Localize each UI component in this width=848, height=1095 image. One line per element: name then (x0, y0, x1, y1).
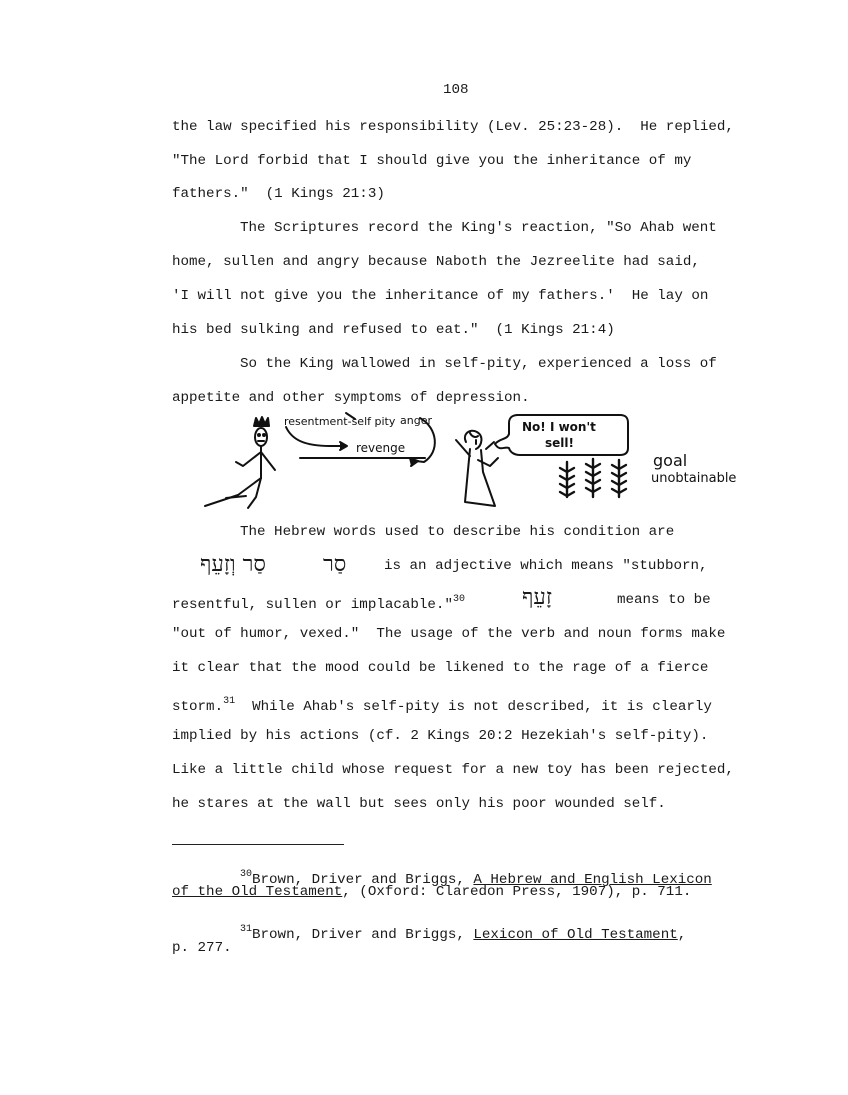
footnote-31-cont: p. 277. (172, 940, 232, 956)
arrow-revenge (286, 427, 345, 446)
text-line: implied by his actions (cf. 2 Kings 20:2 Hezekiah's self-pity). (172, 728, 709, 744)
text-line: "out of humor, vexed." The usage of the verb and noun forms make (172, 626, 726, 642)
label-goal: goal (653, 451, 688, 470)
label-resentment: resentment-self pity (284, 415, 396, 428)
text-line: appetite and other symptoms of depression. (172, 390, 530, 406)
text-line: The Scriptures record the King's reaction, "So Ahab went (240, 220, 717, 236)
grain-icon (560, 459, 626, 497)
text-line: home, sullen and angry because Naboth the Jezreelite had said, (172, 254, 700, 270)
text-line: So the King wallowed in self-pity, experienced a loss of (240, 356, 717, 372)
hebrew-word: סַר (323, 552, 347, 577)
footnote-text: Brown, Driver and Briggs, (252, 927, 474, 943)
text-line: means to be (617, 592, 711, 608)
naboth-figure (456, 431, 498, 506)
text-line: 'I will not give you the inheritance of my fathers.' He lay on (172, 288, 709, 304)
text-line (172, 693, 712, 716)
footnote-ref-31: 31 (223, 696, 236, 707)
page-number: 108 (443, 82, 469, 98)
footnote-ref-30: 30 (452, 594, 465, 605)
text-line: The Hebrew words used to describe his condition are (240, 524, 675, 540)
text-line: Like a little child whose request for a new toy has been rejected, (172, 762, 734, 778)
text-segment: resentful, sullen or implacable." (172, 597, 453, 613)
footnote-31 (240, 921, 686, 944)
label-unobtainable: unobtainable (651, 471, 737, 486)
footnote-text: , (677, 927, 687, 943)
text-segment: storm. (172, 699, 224, 715)
footnote-number: 30 (240, 869, 253, 880)
king-figure (205, 417, 275, 508)
label-anger: anger (400, 414, 432, 427)
footnote-number: 31 (240, 924, 253, 935)
footnote-divider (172, 844, 344, 845)
footnote-30-cont (172, 883, 691, 901)
text-line (172, 591, 465, 614)
footnote-title: of the Old Testament (172, 884, 343, 900)
text-line: it clear that the mood could be likened to the rage of a fierce (172, 660, 709, 676)
speech-line-2: sell! (545, 436, 574, 450)
text-segment: While Ahab's self-pity is not described, it is clearly (235, 699, 712, 715)
hebrew-phrase: סַר וְזָעֵף (200, 552, 266, 577)
text-line: the law specified his responsibility (Lev. 25:23-28). He replied, (172, 119, 734, 135)
footnote-text: Brown, Driver and Briggs, (252, 872, 474, 888)
hebrew-word: זָעֵף (522, 585, 552, 610)
text-line: he stares at the wall but sees only his poor wounded self. (172, 796, 666, 812)
text-line: his bed sulking and refused to eat." (1 Kings 21:4) (172, 322, 615, 338)
text-line: is an adjective which means "stubborn, (384, 558, 708, 574)
footnote-title: A Hebrew and English Lexicon (473, 872, 712, 888)
text-line: fathers." (1 Kings 21:3) (172, 186, 385, 202)
footnote-title: Lexicon of Old Testament (473, 927, 678, 943)
text-line: "The Lord forbid that I should give you the inheritance of my (172, 153, 692, 169)
footnote-text: , (Oxford: Claredon Press, 1907), p. 711. (342, 884, 692, 900)
label-revenge: revenge (356, 441, 406, 455)
speech-line-1: No! I won't (522, 420, 596, 434)
